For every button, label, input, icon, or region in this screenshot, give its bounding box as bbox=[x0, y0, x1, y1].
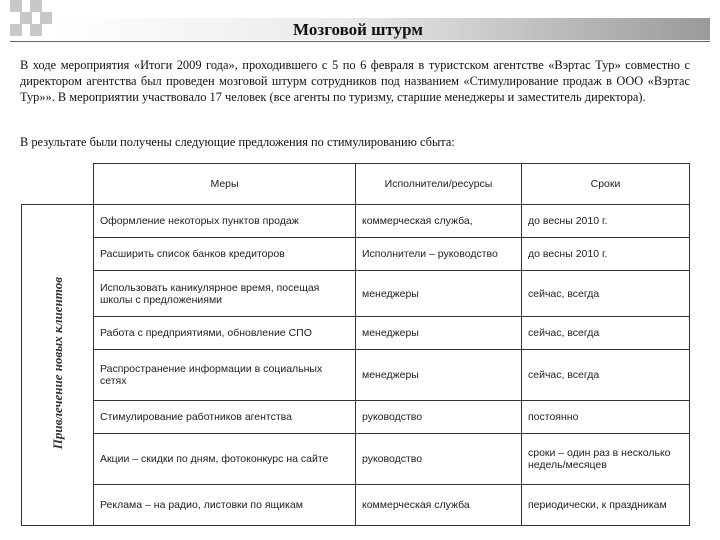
term-cell: сейчас, всегда bbox=[522, 350, 690, 401]
measure-cell: Использовать каникулярное время, посещая школы с предложениями bbox=[94, 271, 356, 317]
measure-cell: Работа с предприятиями, обновление СПО bbox=[94, 317, 356, 350]
term-cell: до весны 2010 г. bbox=[522, 205, 690, 238]
result-paragraph: В результате были получены следующие предложения по стимулированию сбыта: bbox=[20, 135, 455, 149]
executor-cell: менеджеры bbox=[356, 350, 522, 401]
proposals-table bbox=[21, 163, 689, 511]
corner-decoration bbox=[10, 0, 54, 40]
side-label-cell bbox=[22, 205, 94, 526]
header-executors: Исполнители/ресурсы bbox=[356, 164, 522, 205]
slide-title: Мозговой штурм bbox=[293, 20, 423, 39]
measure-cell: Оформление некоторых пунктов продаж bbox=[94, 205, 356, 238]
table-row bbox=[22, 317, 690, 350]
header-measures: Меры bbox=[94, 164, 356, 205]
term-cell: сейчас, всегда bbox=[522, 271, 690, 317]
executor-cell: коммерческая служба, bbox=[356, 205, 522, 238]
executor-cell: коммерческая служба bbox=[356, 485, 522, 526]
intro-paragraph: В ходе мероприятия «Итоги 2009 года», проходившего с 5 по 6 февраля в туристском агентстве «Вэртас Тур» совместно с директором агентства был проведен мозговой штурм сотрудников под названием «Стимулирование продаж в ООО «Вэртас Тур»». В мероприятии участвовало 17 человек (все агенты по туризму, старшие менеджеры и заместитель директора). bbox=[20, 58, 690, 104]
term-cell: сейчас, всегда bbox=[522, 317, 690, 350]
executor-cell: Исполнители – руководство bbox=[356, 238, 522, 271]
table-row bbox=[22, 205, 690, 238]
term-cell: периодически, к праздникам bbox=[522, 485, 690, 526]
term-cell: постоянно bbox=[522, 401, 690, 434]
table-row bbox=[22, 401, 690, 434]
term-cell: сроки – один раз в несколько недель/месяцев bbox=[522, 434, 690, 485]
executor-cell: менеджеры bbox=[356, 317, 522, 350]
title-rule bbox=[10, 41, 710, 42]
measure-cell: Стимулирование работников агентства bbox=[94, 401, 356, 434]
term-cell: до весны 2010 г. bbox=[522, 238, 690, 271]
measure-cell: Реклама – на радио, листовки по ящикам bbox=[94, 485, 356, 526]
table-row bbox=[22, 434, 690, 485]
side-label: Привлечение новых клиентов bbox=[49, 277, 65, 450]
table-header-row bbox=[22, 164, 690, 205]
executor-cell: руководство bbox=[356, 434, 522, 485]
executor-cell: менеджеры bbox=[356, 271, 522, 317]
table-row bbox=[22, 271, 690, 317]
measure-cell: Акции – скидки по дням, фотоконкурс на сайте bbox=[94, 434, 356, 485]
table-row bbox=[22, 238, 690, 271]
header-terms: Сроки bbox=[522, 164, 690, 205]
measure-cell: Распространение информации в социальных сетях bbox=[94, 350, 356, 401]
corner-cell bbox=[22, 164, 94, 205]
table-row bbox=[22, 350, 690, 401]
table-row bbox=[22, 485, 690, 526]
measure-cell: Расширить список банков кредиторов bbox=[94, 238, 356, 271]
executor-cell: руководство bbox=[356, 401, 522, 434]
